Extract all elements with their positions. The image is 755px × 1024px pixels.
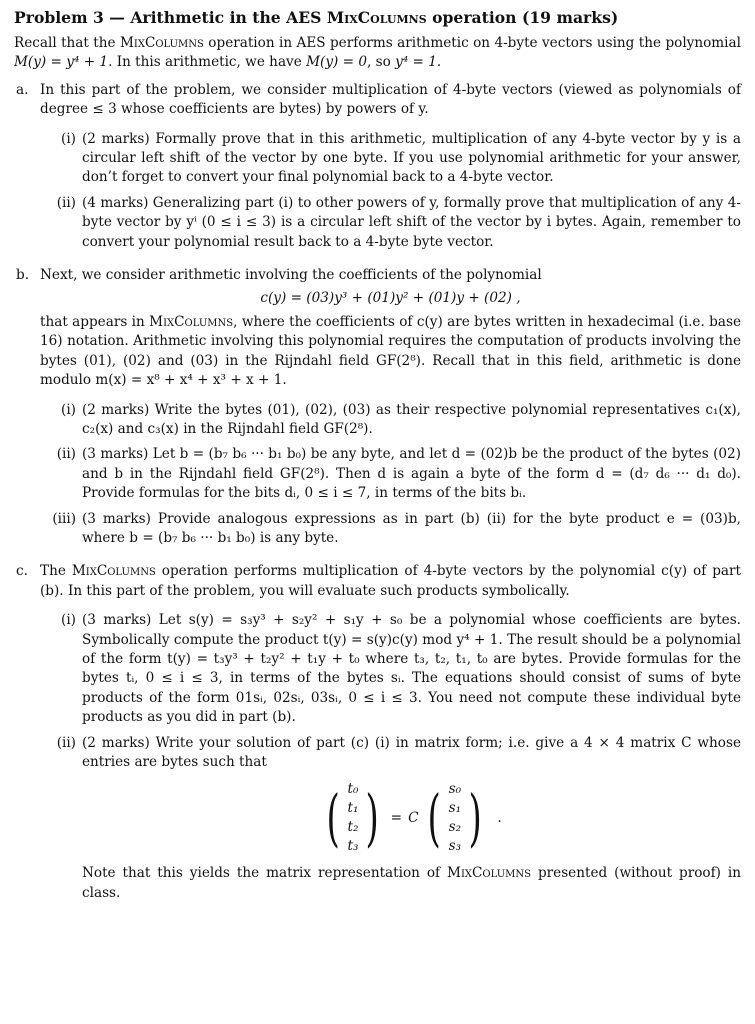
part-c-op-name: MixColumns	[71, 563, 156, 580]
rhs-entry: s₀	[448, 781, 462, 798]
rhs-entry: s₃	[448, 838, 462, 855]
note-text-2: presented (without proof) in class.	[82, 865, 741, 901]
part-c-label: c.	[16, 563, 28, 580]
part-b-iii	[50, 510, 741, 549]
part-c-ii	[50, 734, 741, 904]
part-a-ii-text: (4 marks) Generalizing part (i) to other powers of y, formally prove that multiplication of any 4-byte vector by yⁱ (0 ≤ i ≤ 3) is a circular left shift of the vector by i bytes. Again, remember to convert your polynomial result back to a 4-byte byte vector.	[82, 194, 741, 250]
lhs-vector: ( t₀ t₁ t₂ t₃ )	[326, 781, 380, 855]
part-b-text-1: Next, we consider arithmetic involving the coefficients of the polynomial	[40, 267, 542, 284]
title-op-name: MixColumns	[326, 8, 427, 27]
intro-equation-2: y⁴ = 1	[395, 54, 437, 71]
part-b-iii-text: (3 marks) Provide analogous expressions as in part (b) (ii) for the byte product e = (03)b, where b = (b₇ b₆ ··· b₁ b₀) is any byte.	[82, 510, 741, 546]
part-a-text: In this part of the problem, we consider multiplication of 4-byte vectors (viewed as polynomials of degree ≤ 3 whose coefficients are bytes) by powers of y.	[40, 81, 741, 118]
part-a	[14, 81, 741, 252]
title-suffix: operation (19 marks)	[426, 8, 619, 27]
intro-polynomial: M(y) = y⁴ + 1	[14, 54, 109, 71]
part-b-label: b.	[16, 267, 30, 284]
intro-text-2: operation in AES performs arithmetic on 4-byte vectors using the polynomial	[203, 35, 741, 51]
note-text-1: Note that this yields the matrix representation of	[82, 865, 448, 882]
part-c-i-label: (i)	[61, 612, 76, 629]
rhs-vector: ( s₀ s₁ s₂ s₃ )	[427, 781, 482, 855]
part-c-ii-label: (ii)	[56, 734, 76, 751]
part-c	[14, 562, 741, 903]
intro-op-name: MixColumns	[119, 35, 204, 51]
part-c-text-b: operation performs multiplication of 4-byte vectors by the polynomial c(y) of part (b). In this part of the problem, you will evaluate such products symbolically.	[40, 563, 741, 599]
lhs-entry: t₃	[347, 838, 359, 855]
lhs-entry: t₀	[347, 781, 359, 798]
matrix-symbol: C	[408, 809, 419, 826]
part-b-ii-text: (3 marks) Let b = (b₇ b₆ ··· b₁ b₀) be any byte, and let d = (02)b be the product of the bytes (02) and b in the Rijndahl field GF(2⁸). Then d is again a byte of the form d = (d₇ d₆ ··· d₁ d₀). Provide formulas for the bits dᵢ, 0 ≤ i ≤ 7, in terms of the bits bᵢ.	[82, 446, 741, 502]
note-op-name: MixColumns	[447, 865, 531, 882]
part-b-i	[50, 401, 741, 440]
part-b-op-name: MixColumns	[149, 313, 234, 330]
part-a-i	[50, 130, 741, 188]
part-b	[14, 266, 741, 548]
lhs-entry: t₂	[347, 819, 359, 836]
part-b-ii	[50, 445, 741, 503]
part-c-i	[50, 611, 741, 727]
part-b-text-2a: that appears in	[40, 313, 150, 330]
part-b-text-2	[40, 313, 741, 391]
part-b-i-label: (i)	[61, 401, 76, 418]
intro-equation-1: M(y) = 0	[306, 54, 367, 71]
part-a-ii-label: (ii)	[56, 194, 76, 211]
part-c-i-text: (3 marks) Let s(y) = s₃y³ + s₂y² + s₁y + s₀ be a polynomial whose coefficients are bytes. Symbolically compute the product t(y) = s(y)c(y) mod y⁴ + 1. The result should be a polynomial of the form t(y) = t₃y³ + t₂y² + t₁y + t₀ where t₃, t₂, t₁, t₀ are bytes. Provide formulas for the bytes tᵢ, 0 ≤ i ≤ 3, in terms of the bytes sᵢ. The equations should consist of sums of byte products of the form 01sᵢ, 02sᵢ, 03sᵢ, 0 ≤ i ≤ 3. You need not compute these individual byte products as you did in part (b).	[82, 612, 741, 726]
part-a-label: a.	[16, 81, 29, 98]
rhs-entry: s₂	[448, 819, 462, 836]
intro-text-3: . In this arithmetic, we have	[108, 54, 307, 71]
part-b-i-text: (2 marks) Write the bytes (01), (02), (03) as their respective polynomial representatives c₁(x), c₂(x) and c₃(x) in the Rijndahl field GF(2⁸).	[82, 401, 741, 437]
intro-text-1: Recall that the	[14, 35, 120, 51]
problem-title	[14, 6, 741, 30]
part-c-text-a: The	[40, 563, 72, 580]
part-a-i-text: (2 marks) Formally prove that in this arithmetic, multiplication of any 4-byte vector by y is a circular left shift of the vector by one byte. If you use polynomial arithmetic for your answer, don’t forget to convert your final polynomial back to a 4-byte vector.	[82, 130, 741, 186]
part-a-ii	[50, 194, 741, 252]
equation-period: .	[497, 809, 502, 826]
intro-text-5: .	[436, 54, 442, 71]
title-prefix: Problem 3 — Arithmetic in the AES	[14, 8, 327, 27]
part-b-display-equation: c(y) = (03)y³ + (01)y² + (01)y + (02) ,	[260, 290, 521, 307]
closing-note	[82, 864, 741, 903]
lhs-entry: t₁	[347, 800, 359, 817]
matrix-equation	[82, 780, 741, 856]
intro-paragraph	[14, 34, 741, 73]
part-b-iii-label: (iii)	[52, 510, 76, 527]
part-c-ii-text: (2 marks) Write your solution of part (c) (i) in matrix form; i.e. give a 4 × 4 matrix C whose entries are bytes such that	[82, 734, 741, 770]
part-a-i-label: (i)	[61, 130, 76, 147]
part-c-text	[40, 562, 741, 601]
rhs-entry: s₁	[448, 800, 462, 817]
part-b-text-2b: , where the coefficients of c(y) are bytes written in hexadecimal (i.e. base 16) notation. Arithmetic involving this polynomial requires the computation of products involving the bytes (01), (02) and (03) in the Rijndahl field GF(2⁸). Recall that in this field, arithmetic is done modulo m(x) = x⁸ + x⁴ + x³ + x + 1.	[40, 313, 742, 389]
part-b-ii-label: (ii)	[56, 446, 76, 463]
equals-sign: =	[390, 809, 403, 826]
intro-text-4: , so	[366, 54, 396, 71]
